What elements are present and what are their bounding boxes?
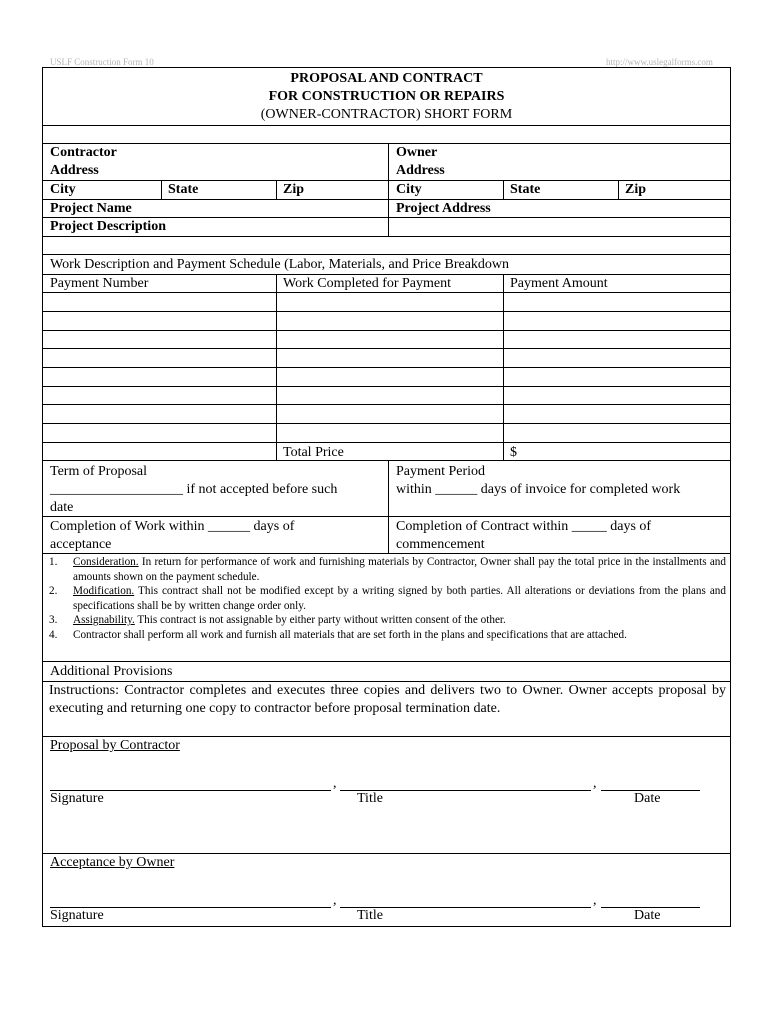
term-of-proposal-line: ___________________ if not accepted before such xyxy=(50,482,338,497)
separator-comma: , xyxy=(593,893,597,908)
cell-divider xyxy=(276,180,277,199)
table-row xyxy=(43,423,730,424)
owner-state-label: State xyxy=(510,182,541,197)
clause-number: 2. xyxy=(49,585,58,597)
clause-title: Modification. xyxy=(73,585,135,597)
form-title-line1: PROPOSAL AND CONTRACT xyxy=(290,71,483,86)
project-address-label: Project Address xyxy=(396,201,491,216)
payment-period-line: within ______ days of invoice for completed work xyxy=(396,482,681,497)
payment-period-label: Payment Period xyxy=(396,464,486,479)
divider xyxy=(43,254,730,255)
term-of-proposal-label: Term of Proposal xyxy=(50,464,148,479)
owner-zip-label: Zip xyxy=(625,182,647,197)
divider xyxy=(43,143,730,144)
completion-of-work-line2: acceptance xyxy=(50,537,112,552)
clause-text: This contract is not assignable by either party without written consent of the other. xyxy=(134,614,506,626)
separator-comma: , xyxy=(333,776,337,791)
clause-title: Assignability. xyxy=(73,614,135,626)
cell-divider xyxy=(161,180,162,199)
clause-2 xyxy=(49,584,726,613)
contractor-title-label: Title xyxy=(357,791,383,806)
completion-of-work-line1: Completion of Work within ______ days of xyxy=(50,519,295,534)
table-row xyxy=(43,330,730,331)
source-url[interactable]: http://www.uslegalforms.com xyxy=(606,57,713,67)
contractor-date-label: Date xyxy=(634,791,661,806)
acceptance-by-owner-heading: Acceptance by Owner xyxy=(50,855,175,870)
clause-title: Consideration. xyxy=(73,556,139,568)
owner-title-label: Title xyxy=(357,908,383,923)
cell-divider xyxy=(618,180,619,199)
completion-of-contract-line2: commencement xyxy=(396,537,485,552)
divider xyxy=(43,199,730,200)
divider xyxy=(43,853,730,854)
clause-1 xyxy=(49,555,726,584)
clause-3 xyxy=(49,613,726,628)
divider xyxy=(43,217,730,218)
project-description-label: Project Description xyxy=(50,219,166,234)
separator-comma: , xyxy=(593,776,597,791)
form-title-line3: (OWNER-CONTRACTOR) SHORT FORM xyxy=(260,107,513,122)
contractor-signature-label: Signature xyxy=(50,791,104,806)
col-work-completed: Work Completed for Payment xyxy=(283,276,452,291)
total-price-label: Total Price xyxy=(283,445,344,460)
instructions-text: Instructions: Contractor completes and executes three copies and delivers two to Owner. Owner accepts proposal by executing and returning one copy to contractor before proposal termination date. xyxy=(49,683,726,716)
contractor-zip-label: Zip xyxy=(283,182,305,197)
divider xyxy=(43,125,730,126)
proposal-by-contractor-heading: Proposal by Contractor xyxy=(50,738,180,753)
owner-date-label: Date xyxy=(634,908,661,923)
schedule-heading: Work Description and Payment Schedule (Labor, Materials, and Price Breakdown xyxy=(50,257,510,272)
clause-text: This contract shall not be modified except by a writing signed by both parties. All alterations or deviations from the plans and specifications shall be by written change order only. xyxy=(73,585,726,612)
column-divider xyxy=(388,460,389,553)
divider xyxy=(43,460,730,461)
contractor-label: Contractor xyxy=(50,145,117,160)
contract-form xyxy=(42,67,731,927)
divider xyxy=(43,661,730,662)
clause-number: 4. xyxy=(49,629,58,641)
owner-signature-label: Signature xyxy=(50,908,104,923)
table-row xyxy=(43,292,730,293)
owner-city-label: City xyxy=(396,182,422,197)
contractor-state-label: State xyxy=(168,182,199,197)
form-title-line2: FOR CONSTRUCTION OR REPAIRS xyxy=(268,89,505,104)
project-name-label: Project Name xyxy=(50,201,132,216)
divider xyxy=(43,236,730,237)
col-payment-number: Payment Number xyxy=(50,276,149,291)
divider xyxy=(43,736,730,737)
table-row xyxy=(43,404,730,405)
column-divider xyxy=(388,143,389,236)
term-of-proposal-date: date xyxy=(50,500,74,515)
form-id: USLF Construction Form 10 xyxy=(50,57,154,67)
table-top-border xyxy=(43,274,730,275)
clause-number: 1. xyxy=(49,556,58,568)
contractor-city-label: City xyxy=(50,182,76,197)
clause-4 xyxy=(49,628,726,643)
clause-text: Contractor shall perform all work and furnish all materials that are set forth in the plans and specifications that are attached. xyxy=(73,629,627,641)
divider xyxy=(43,516,730,517)
table-row xyxy=(43,311,730,312)
divider xyxy=(43,180,730,181)
cell-divider xyxy=(503,180,504,199)
separator-comma: , xyxy=(333,893,337,908)
clause-number: 3. xyxy=(49,614,58,626)
clause-text: In return for performance of work and furnishing materials by Contractor, Owner shall pay the total price in the installments and amounts shown on the payment schedule. xyxy=(73,556,726,583)
divider xyxy=(43,553,730,554)
owner-label: Owner xyxy=(396,145,438,160)
owner-address-label: Address xyxy=(396,163,445,178)
total-price-value: $ xyxy=(510,445,517,460)
completion-of-contract-line1: Completion of Contract within _____ days of xyxy=(396,519,652,534)
table-row xyxy=(43,442,730,443)
contractor-address-label: Address xyxy=(50,163,99,178)
additional-provisions-label: Additional Provisions xyxy=(50,664,173,679)
table-row xyxy=(43,348,730,349)
table-row xyxy=(43,367,730,368)
col-payment-amount: Payment Amount xyxy=(510,276,608,291)
table-row xyxy=(43,386,730,387)
